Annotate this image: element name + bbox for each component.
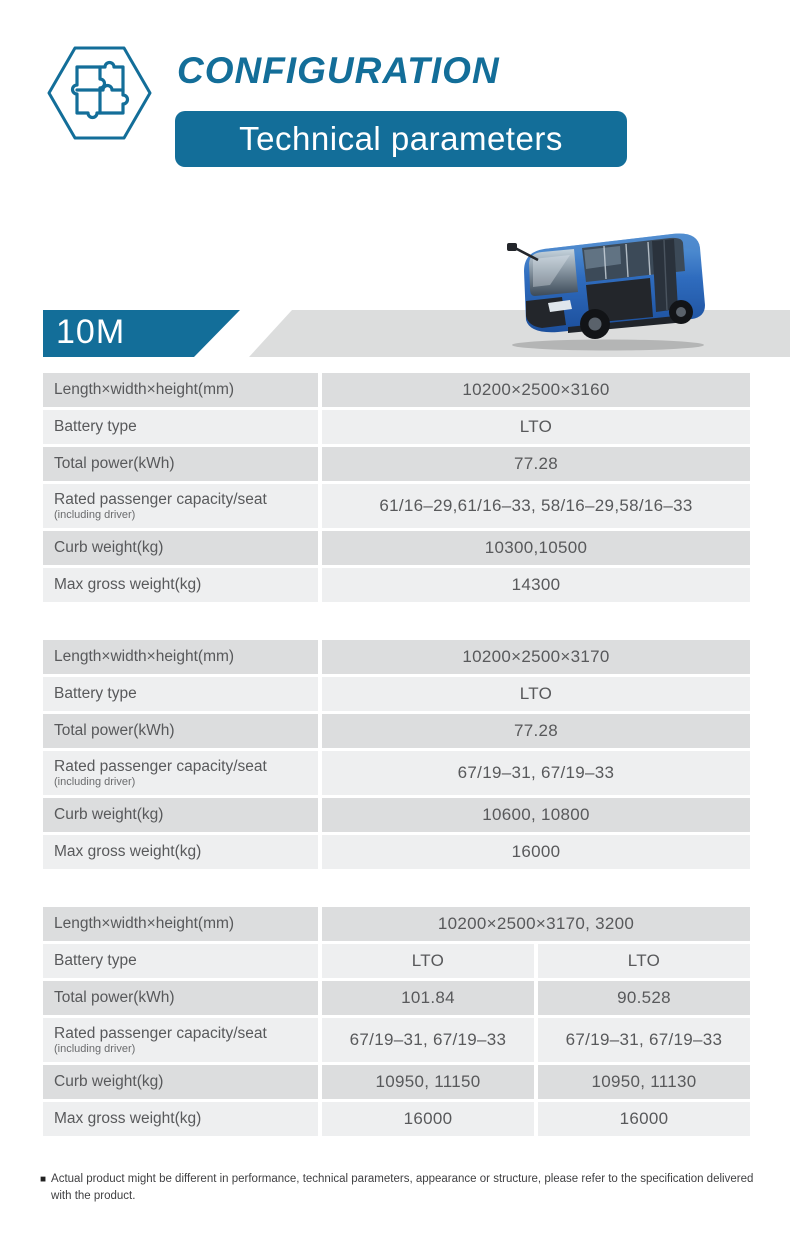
spec-label <box>43 751 318 795</box>
spec-value: 10200×2500×3170 <box>322 640 750 674</box>
footnote <box>40 1171 754 1206</box>
spec-value: LTO <box>322 944 534 978</box>
spec-row <box>43 410 750 444</box>
spec-values <box>322 1065 750 1099</box>
spec-value: 10200×2500×3160 <box>322 373 750 407</box>
spec-label-text: Max gross weight(kg) <box>54 843 202 861</box>
spec-values <box>322 373 750 407</box>
spec-row <box>43 531 750 565</box>
spec-row <box>43 981 750 1015</box>
spec-values <box>322 568 750 602</box>
spec-row <box>43 373 750 407</box>
spec-values <box>322 907 750 941</box>
spec-value: 10950, 11130 <box>538 1065 750 1099</box>
spec-values <box>322 1018 750 1062</box>
spec-label <box>43 835 318 869</box>
spec-values <box>322 447 750 481</box>
model-label: 10M <box>56 313 126 351</box>
spec-label <box>43 981 318 1015</box>
spec-label-text: Length×width×height(mm) <box>54 381 235 399</box>
spec-label-text: Battery type <box>54 418 137 436</box>
spec-label-text: Rated passenger capacity/seat <box>54 490 267 508</box>
spec-label <box>43 484 318 528</box>
spec-value: 10600, 10800 <box>322 798 750 832</box>
spec-label-text: Max gross weight(kg) <box>54 1110 202 1128</box>
spec-row <box>43 751 750 795</box>
footnote-text: Actual product might be different in performance, technical parameters, appearance or structure, please refer to the specification delivered with the product. <box>51 1173 754 1203</box>
spec-value: 14300 <box>322 568 750 602</box>
spec-label-text: Max gross weight(kg) <box>54 576 202 594</box>
spec-values <box>322 484 750 528</box>
section-title-bar <box>175 111 627 167</box>
spec-label <box>43 373 318 407</box>
spec-label-text: Length×width×height(mm) <box>54 915 235 933</box>
spec-label <box>43 640 318 674</box>
section-title-label: Technical parameters <box>239 120 563 157</box>
spec-label-text: Battery type <box>54 685 137 703</box>
spec-row <box>43 798 750 832</box>
spec-sublabel: (including driver) <box>54 508 136 521</box>
spec-values <box>322 531 750 565</box>
spec-values <box>322 714 750 748</box>
spec-label <box>43 531 318 565</box>
spec-label <box>43 410 318 444</box>
spec-label-text: Rated passenger capacity/seat <box>54 757 267 775</box>
spec-table-3 <box>43 907 750 1136</box>
spec-values <box>322 798 750 832</box>
spec-label-text: Total power(kWh) <box>54 989 175 1007</box>
spec-row <box>43 714 750 748</box>
spec-row <box>43 484 750 528</box>
spec-label-text: Rated passenger capacity/seat <box>54 1024 267 1042</box>
spec-value: 67/19–31, 67/19–33 <box>538 1018 750 1062</box>
spec-label-text: Total power(kWh) <box>54 722 175 740</box>
spec-label <box>43 447 318 481</box>
spec-table-2 <box>43 640 750 869</box>
spec-row <box>43 447 750 481</box>
spec-row <box>43 640 750 674</box>
spec-value: 77.28 <box>322 714 750 748</box>
spec-value: 61/16–29,61/16–33, 58/16–29,58/16–33 <box>322 484 750 528</box>
spec-label <box>43 944 318 978</box>
spec-values <box>322 835 750 869</box>
spec-value: 16000 <box>322 1102 534 1136</box>
spec-label-text: Curb weight(kg) <box>54 539 164 557</box>
spec-value: 90.528 <box>538 981 750 1015</box>
spec-value: 77.28 <box>322 447 750 481</box>
spec-label <box>43 798 318 832</box>
spec-values <box>322 944 750 978</box>
page-title: CONFIGURATION <box>177 50 500 91</box>
spec-value: LTO <box>322 677 750 711</box>
spec-label <box>43 714 318 748</box>
spec-tables <box>43 373 750 1174</box>
spec-value: LTO <box>322 410 750 444</box>
footnote-bullet-icon: ■ <box>40 1174 47 1185</box>
spec-table-1 <box>43 373 750 602</box>
spec-values <box>322 410 750 444</box>
spec-row <box>43 1018 750 1062</box>
spec-label-text: Curb weight(kg) <box>54 1073 164 1091</box>
spec-label-text: Length×width×height(mm) <box>54 648 235 666</box>
spec-label <box>43 1065 318 1099</box>
spec-label <box>43 907 318 941</box>
spec-label <box>43 1018 318 1062</box>
spec-label <box>43 568 318 602</box>
spec-value: 10200×2500×3170, 3200 <box>322 907 750 941</box>
spec-values <box>322 751 750 795</box>
spec-value: 101.84 <box>322 981 534 1015</box>
spec-row <box>43 835 750 869</box>
spec-row <box>43 1102 750 1136</box>
spec-row <box>43 568 750 602</box>
spec-value: 67/19–31, 67/19–33 <box>322 1018 534 1062</box>
spec-sublabel: (including driver) <box>54 1042 136 1055</box>
spec-value: 67/19–31, 67/19–33 <box>322 751 750 795</box>
spec-row <box>43 907 750 941</box>
spec-label <box>43 677 318 711</box>
spec-label-text: Battery type <box>54 952 137 970</box>
spec-value: 16000 <box>322 835 750 869</box>
spec-row <box>43 1065 750 1099</box>
spec-label <box>43 1102 318 1136</box>
spec-value: 16000 <box>538 1102 750 1136</box>
spec-values <box>322 677 750 711</box>
spec-values <box>322 981 750 1015</box>
spec-row <box>43 944 750 978</box>
bus-image <box>500 219 715 357</box>
spec-sublabel: (including driver) <box>54 775 136 788</box>
spec-value: LTO <box>538 944 750 978</box>
puzzle-hexagon-icon <box>44 38 154 148</box>
spec-label-text: Curb weight(kg) <box>54 806 164 824</box>
spec-value: 10950, 11150 <box>322 1065 534 1099</box>
spec-label-text: Total power(kWh) <box>54 455 175 473</box>
spec-value: 10300,10500 <box>322 531 750 565</box>
spec-values <box>322 1102 750 1136</box>
spec-row <box>43 677 750 711</box>
spec-values <box>322 640 750 674</box>
